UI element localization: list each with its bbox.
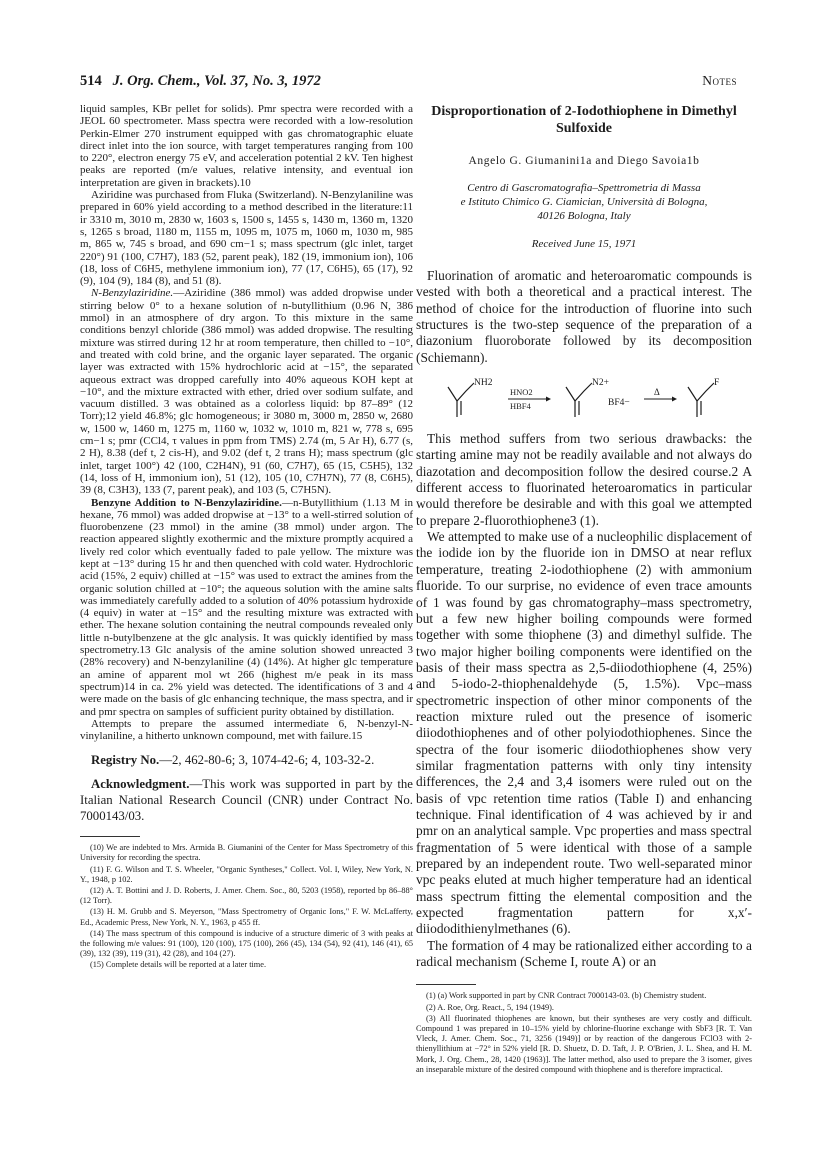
- subheading-benzylaziridine: N-Benzylaziridine.: [91, 287, 174, 300]
- received-date: Received June 15, 1971: [531, 238, 637, 250]
- paragraph-benzylaziridine: [80, 287, 413, 496]
- amine-structure: [448, 383, 474, 417]
- diazonium-label: N2+: [592, 378, 609, 389]
- authors: Angelo G. Giumanini1a and Diego Savoia1b: [468, 155, 700, 167]
- paragraph-instrumentation: liquid samples, KBr pellet for solids). Pmr spectra were recorded with a JEOL 60 spectrometer. Mass spectra were recorded with a low-resolution Perkin-Elmer 270 instrument equipped with gas chromatographic eluate direct inlet into the ion source, with target temperatures ranging from 100 to 220°, electron energy 75 eV, and acceleration potential 2 kV. Ten highest peaks are reported (m/e values, relative intensity, and eventual ion interpretation are given in brackets).10: [80, 103, 413, 189]
- running-header: [80, 73, 321, 90]
- footnote-3: (3) All fluorinated thiophenes are known, but their syntheses are very costly and difficult. Compound 1 was prepared in 10–15% yield by chlorine-fluorine exchange with SbF3 [R. T. Van Vleck, J. Amer. Chem. Soc., 71, 3256 (1949)] or by reaction of the dangerous FClO3 with 2-thienyllithium at −72° in 52% yield [R. D. Shuetz, D. D. Taft, J. P. O'Brien, J. L. Shea, and H. M. Mork, J. Org. Chem., 28, 1420 (1963)]. The latter method, also used to prepare the 3 isomer, gives an inseparable mixture of the desired compound with thiophene and is therefore impractical.: [416, 1013, 752, 1074]
- footnote-13: (13) H. M. Grubb and S. Meyerson, "Mass Spectrometry of Organic Ions," F. W. McLafferty, Ed., Academic Press, New York, N. Y., 1963, p 455 ff.: [80, 907, 413, 927]
- fluoroborate-label: BF4−: [608, 398, 630, 409]
- paragraph-mechanism: The formation of 4 may be rationalized either according to a radical mechanism (Scheme I, route A) or an: [416, 937, 752, 970]
- arrow-1-head: [546, 397, 551, 402]
- footnote-15: (15) Complete details will be reported at a later time.: [90, 960, 267, 970]
- reagent-bottom: HBF4: [510, 401, 531, 412]
- benzyne-addition-text: —n-Butyllithium (1.13 M in hexane, 76 mmol) was added dropwise at −13° to a well-stirred solution of fluorobenzene (23 mmol) in the amine (38 mmol) under argon. The reaction appeared slightly exothermic and the mixture promptly acquired a lively red color which eventually faded to pale yellow. The mixture was kept at −13° during 15 hr and then quenched with cold water. Hydrochloric acid (15%, 2 equiv) chilled at −15° was used to extract the amines from the organic solution chilled at −10°; the aqueous solution with the amine salts was immediately carefully added to a solution of 40% potassium hydroxide (4 equiv) in water at −15° and the resulting mixture was extracted with ether. The hexane solution containing the neutral compounds revealed only little n-butylbenzene at the glc analysis. It was quickly identified by mass spectrometry.13 Glc analysis of the amine solution showed unreacted 3 (28% recovery) and N-benzylaniline (4) (14%). At higher glc temperature an amine of apparent mol wt 266 (highest m/e peak in its mass spectrum)14 in ca. 2% yield was detected. The identifications of 3 and 4 were made on the basis of glc enhancing technique, the mass spectra, and ir and pmr spectra on samples of sufficient purity obtained by distillation.: [80, 496, 413, 718]
- reaction-scheme-drawing: [416, 373, 752, 425]
- registry-values: —2, 462-80-6; 3, 1074-42-6; 4, 103-32-2.: [159, 753, 375, 768]
- acknowledgment-text: —This work was supported in part by the Italian National Research Council (CNR) under Contract No. 7000143/03.: [80, 777, 413, 823]
- fluoro-label: F: [714, 378, 720, 389]
- fluoride-structure: [688, 383, 714, 417]
- paragraph-materials: Aziridine was purchased from Fluka (Switzerland). N-Benzylaniline was prepared in 60% yield according to a method described in the literature:11 ir 3310 m, 3010 m, 2830 w, 1603 s, 1500 s, 1455 s, 1430 m, 1360 m, 1320 s, 1265 s broad, 1180 m, 1155 m, 1095 m, 1075 m, 1060 m, 1030 m, 985 m, 865 w, 745 s broad, and 690 cm−1 s; mass spectrum (glc inlet, target 220°) 91 (100, C7H7), 183 (52, parent peak), 182 (19, immonium ion), 106 (18, loss of C6H5, methylene immonium ion), 77 (17, C6H5), 65 (17), 92 (9), 104 (9), 184 (8), and 51 (8).: [80, 189, 413, 288]
- registry-numbers: [80, 753, 413, 768]
- footnotes-left: [80, 843, 413, 970]
- affiliation-line-1: Centro di Gascromatografia–Spettrometria di Massa: [467, 182, 701, 194]
- left-column: [80, 103, 413, 972]
- section-label: Notes: [702, 73, 737, 88]
- affiliation-line-2: e Istituto Chimico G. Ciamician, Università di Bologna,: [460, 196, 708, 208]
- footnote-11: (11) F. G. Wilson and T. S. Wheeler, "Organic Syntheses," Collect. Vol. I, Wiley, New York, N. Y., 1948, p 102.: [80, 864, 413, 884]
- amine-label: NH2: [474, 378, 493, 389]
- affiliation: [416, 181, 752, 223]
- journal-citation: J. Org. Chem., Vol. 37, No. 3, 1972: [112, 73, 321, 89]
- footnote-14: (14) The mass spectrum of this compound is inducive of a structure dimeric of 3 with peaks at the following m/e values: 91 (100), 120 (100), 175 (100), 266 (45), 134 (54), 92 (41), 146 (41), 65 (39), 132 (39), 119 (31), 42 (28), and 104 (27).: [80, 928, 413, 959]
- article-title: Disproportionation of 2-Iodothiophene in Dimethyl Sulfoxide: [431, 104, 737, 136]
- schiemann-reaction-scheme: [416, 373, 752, 425]
- paragraph-intro: Fluorination of aromatic and heteroaromatic compounds is vested with both a theoretical and a practical interest. The method of choice for the introduction of fluorine into such structures is the two-step sequence of the preparation of a diazonium fluoroborate followed by its decomposition (Schiemann).: [416, 268, 752, 365]
- benzylaziridine-text: —Aziridine (386 mmol) was added dropwise under stirring below 0° to a hexane solution of n-butyllithium (0.96 N, 386 mmol) in an atmosphere of dry argon. To this mixture in the same conditions benzyl chloride (386 mmol) was added dropwise. The resulting mixture was stirred during 12 hr at room temperature, then chilled to −10°, and treated with cold brine, and the organic layer separated. The organic layer was extracted with 15% hydrochloric acid at −15°, the separated aqueous extract was dropped carefully into 40% aqueous KOH kept at −10°, and the mixture extracted with ether, dried over sodium sulfate, and vacuum distilled. 3 was obtained as a colorless liquid: bp 87–89° (12 Torr);12 yield 46.8%; glc homogeneous; ir 3080 m, 3000 m, 2850 w, 2680 w, 1500 w, 1460 m, 1275 m, 1160 w, 1032 w, 1010 m, 821 w, 778 s, 695 cm−1 s; pmr (CCl4, τ values in ppm from TMS) 2.74 (m, 5 Ar H), 6.77 (s, 2 H), 8.38 (def t, 2 cis-H), and 9.02 (def t, 2 trans H); mass spectrum (glc inlet, target 100°) 42 (100, C2H4N), 91 (60, C7H7), 65 (15, C5H5), 132 (14, loss of H, immonium ion), 51 (12), 105 (10, C7H7N), 77 (8, C6H5), 39 (8, C3H3), 133 (7, parent peak), and 103 (5, C7H5N).: [80, 287, 413, 497]
- reagent-top: HNO2: [510, 387, 533, 398]
- footnote-divider: [80, 836, 140, 837]
- subheading-benzyne-addition: Benzyne Addition to N-Benzylaziridine.: [91, 496, 282, 509]
- page-number: 514: [80, 73, 102, 89]
- paragraph-results: We attempted to make use of a nucleophilic displacement of the iodide ion by the fluoride ion in DMSO at near reflux temperature, treating 2-iodothiophene (2) with ammonium fluoride. To our surprise, no evidence of even trace amounts of 1 was found by gas chromatography–mass spectrometry, but a few new higher boiling compounds were formed together with some thiophene (3) and dimethyl sulfide. The two major higher boiling components were identified on the basis of their mass spectra as 2,5-diiodothiophene (4, 25%) and 5-iodo-2-thiophenaldehyde (5, 1.5%). Vpc–mass spectrometric inspection of other minor components of the reaction mixture ruled out the presence of isomeric diiodothiophenes and of other polyiodothiophenes. Since the spectra of the four isomeric diiodothiophenes show very similar fragmentation patterns with only tiny intensity differences, the 2,4 and 3,4 isomers were ruled out on the basis of vpc retention time ratios (Table I) and enhancing technique. Final identification of 4 was achieved by ir and pmr on an analytical sample. Vpc properties and mass spectral fragmentation of 5 were identical with those of a sample prepared by an independent route. Two well-separated minor vpc peaks eluted at much higher temperature had an identical mass spectrum fitting the elemental composition and the expected fragmentation pattern for x,x′-diiododithienylmethanes (6).: [416, 529, 752, 937]
- heat-symbol: Δ: [654, 387, 660, 398]
- paragraph-benzyne-addition: [80, 497, 413, 718]
- footnote-2: (2) A. Roe, Org. React., 5, 194 (1949).: [426, 1002, 554, 1012]
- arrow-2-head: [672, 397, 677, 402]
- paragraph-attempts: Attempts to prepare the assumed intermediate 6, N-benzyl-N-vinylaniline, a hitherto unknown compound, met with failure.15: [80, 717, 413, 743]
- footnote-1: (1) (a) Work supported in part by CNR Contract 7000143-03. (b) Chemistry student.: [426, 991, 707, 1001]
- footnote-10: (10) We are indebted to Mrs. Armida B. Giumanini of the Center for Mass Spectrometry of this University for recording the spectra.: [80, 843, 413, 863]
- right-column: [416, 103, 752, 1076]
- diazonium-structure: [566, 383, 592, 417]
- paragraph-drawbacks: This method suffers from two serious drawbacks: the starting amine may not be readily available and not always do diazotation and decomposition follow the desired course.2 A different access to fluorinated heteroaromatics in particular would therefore be desirable and with this goal we attempted to prepare 2-fluorothiophene3 (1).: [416, 431, 752, 528]
- acknowledgment-heading: Acknowledgment.: [91, 777, 190, 792]
- affiliation-line-3: 40126 Bologna, Italy: [537, 210, 631, 222]
- footnote-12: (12) A. T. Bottini and J. D. Roberts, J. Amer. Chem. Soc., 80, 5203 (1958), reported bp 86–88° (12 Torr).: [80, 886, 413, 906]
- acknowledgment: [80, 777, 413, 824]
- footnotes-right: [416, 991, 752, 1075]
- registry-heading: Registry No.: [91, 753, 160, 768]
- footnote-divider-right: [416, 984, 476, 985]
